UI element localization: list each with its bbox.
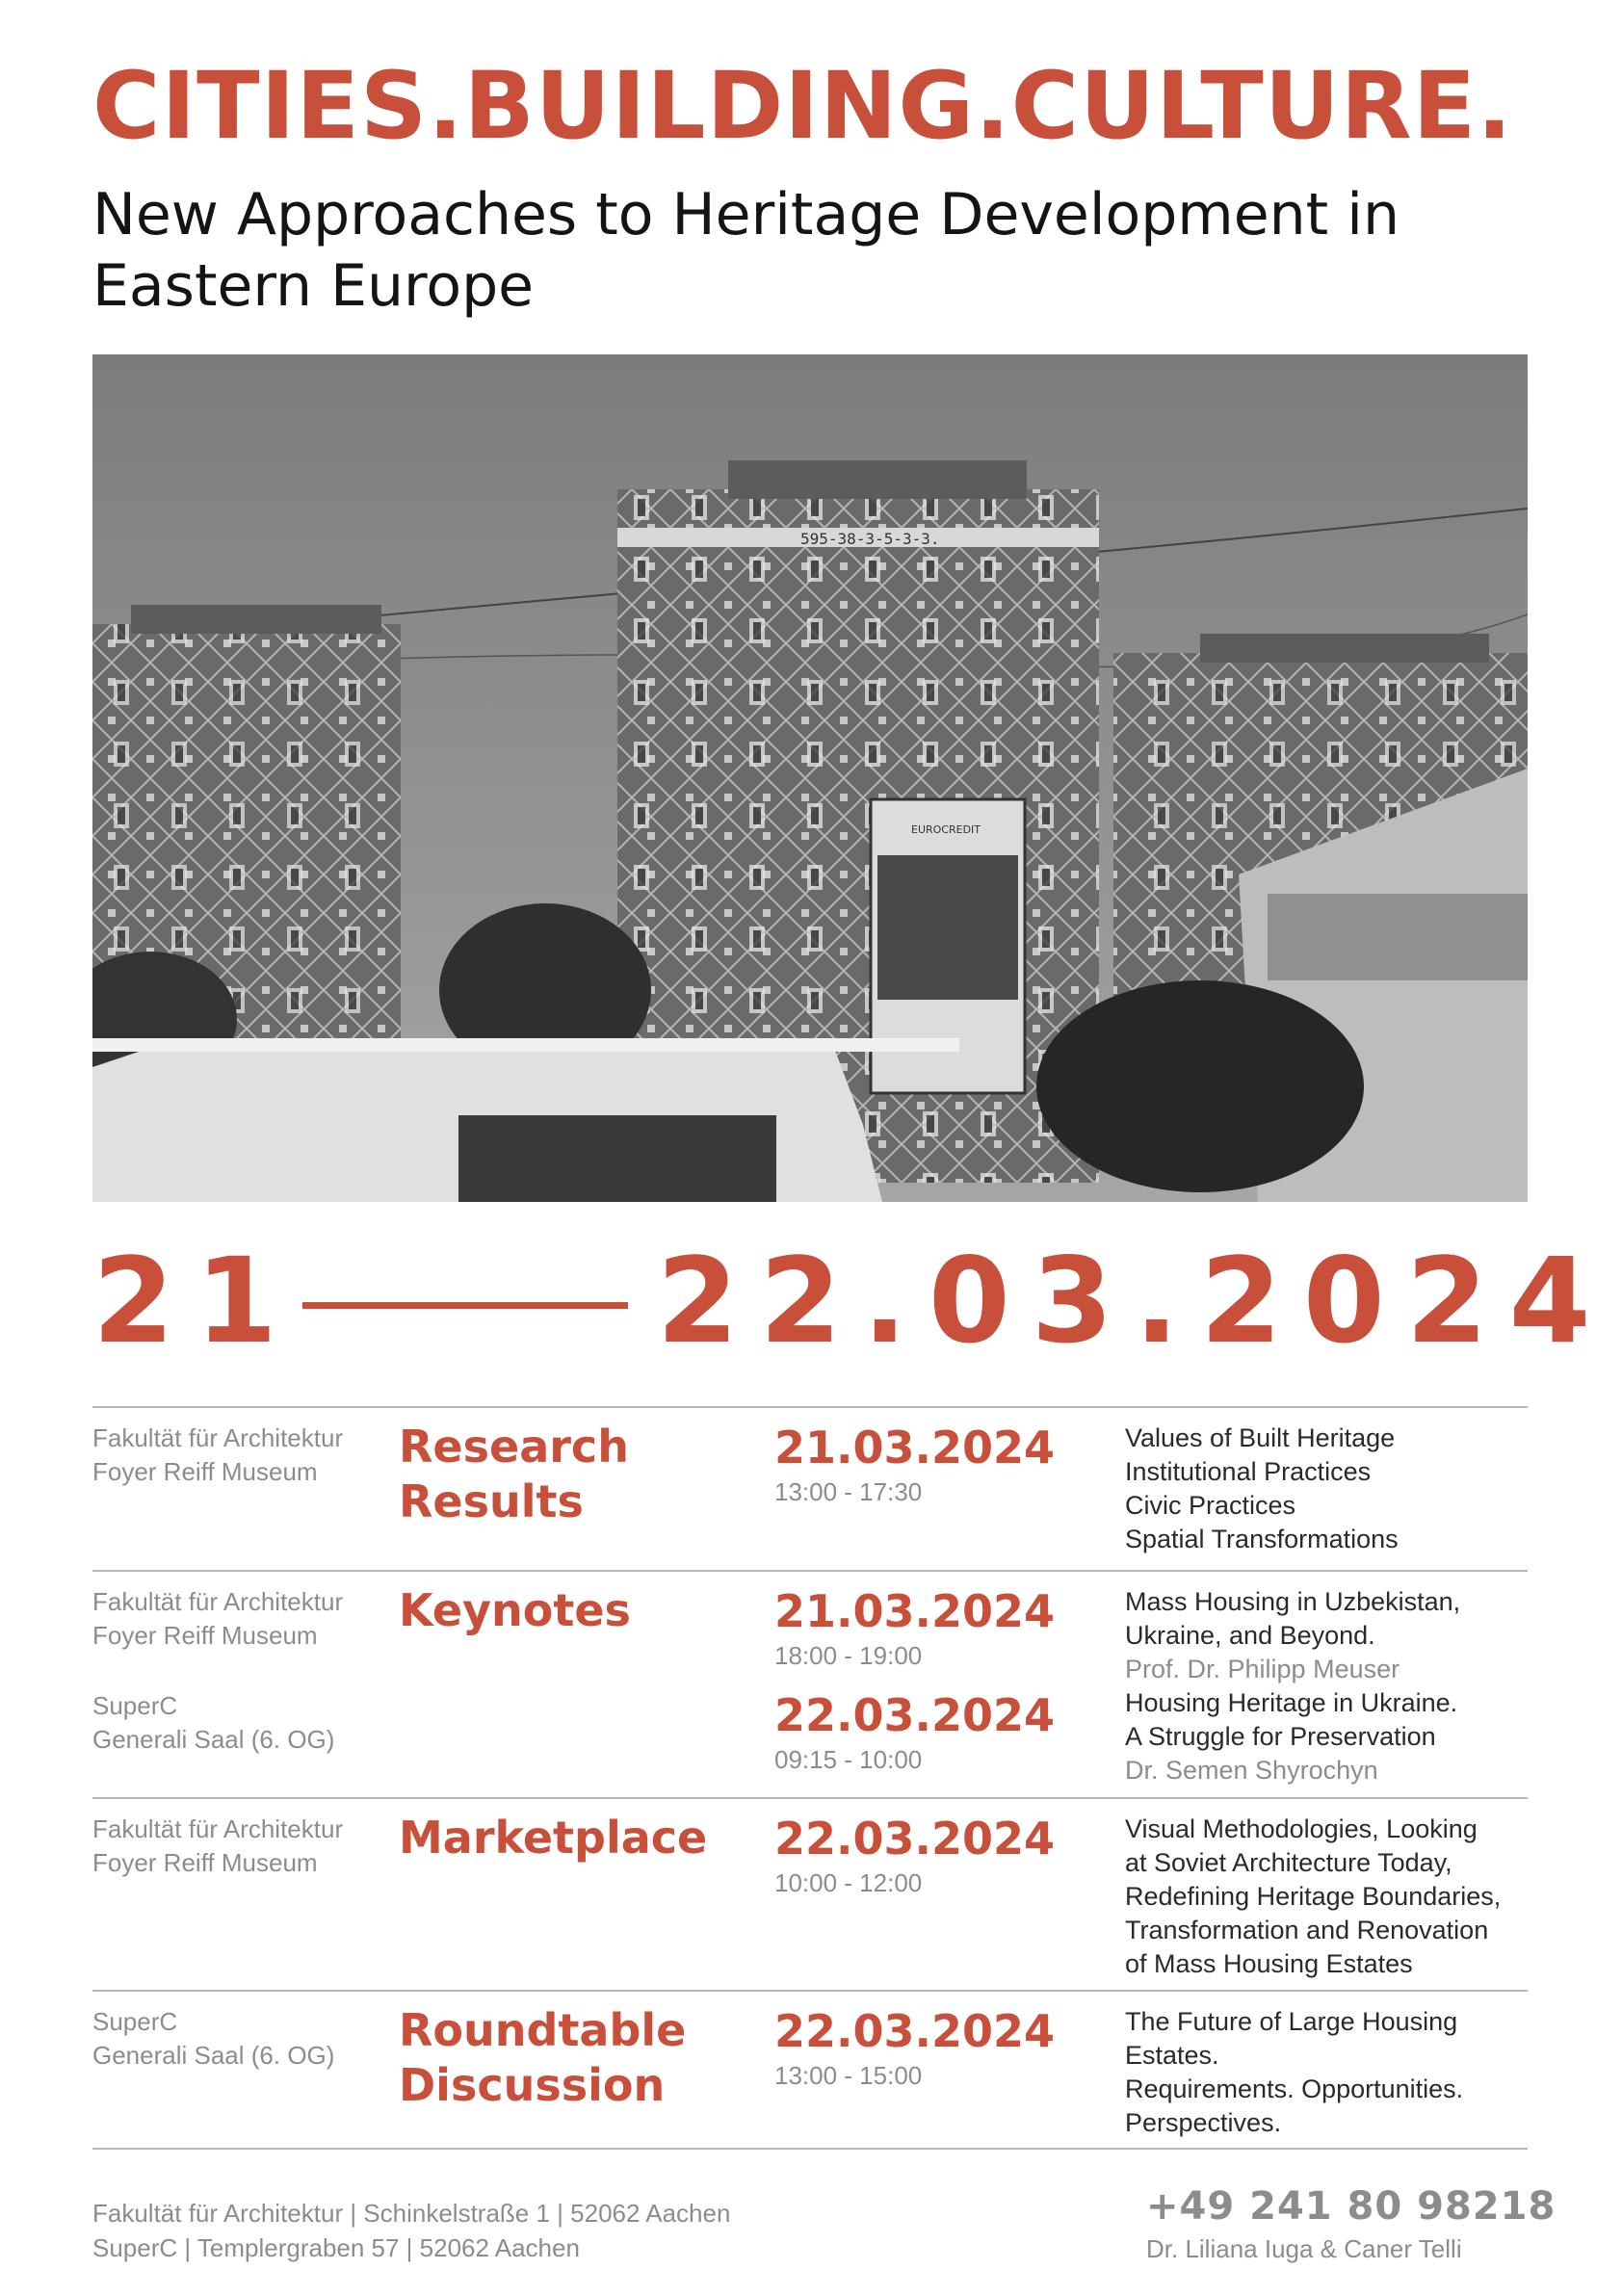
topic-line: Institutional Practices (1125, 1457, 1372, 1486)
session-location-2 (92, 1689, 381, 1757)
program-table (92, 1406, 1528, 2150)
topic-line: Redefining Heritage Boundaries, (1125, 1882, 1502, 1911)
billboard-brand: EUROCREDIT (911, 823, 981, 836)
session-title (399, 2003, 765, 2113)
session-time: 10:00 - 12:00 (774, 1868, 923, 1897)
session-title-line: Keynotes (399, 1584, 631, 1636)
session-title-line: Roundtable (399, 2004, 687, 2056)
topic-line: The Future of Large Housing (1125, 2007, 1458, 2036)
session-topics (1125, 1813, 1530, 1981)
session-time: 18:00 - 19:00 (774, 1641, 923, 1670)
speaker-name: Prof. Dr. Philipp Meuser (1125, 1655, 1400, 1683)
location-line: Generali Saal (6. OG) (92, 1725, 335, 1754)
session-location (92, 2005, 381, 2073)
session-date: 21.03.2024 (774, 1585, 1056, 1637)
topic-line: Requirements. Opportunities. (1125, 2074, 1464, 2103)
address-line: Fakultät für Architektur | Schinkelstraße 1 | 52062 Aachen (92, 2199, 731, 2228)
session-topics (1125, 1585, 1530, 1787)
session-topics (1125, 1422, 1530, 1556)
housing-blocks-photo (92, 354, 1528, 1202)
location-line: Foyer Reiff Museum (92, 1848, 318, 1877)
start-day: 21 (92, 1233, 299, 1370)
topic-line: Mass Housing in Uzbekistan, (1125, 1587, 1461, 1616)
end-date: 22.03.2024 (656, 1233, 1612, 1370)
session-topics (1125, 2005, 1530, 2140)
session-location (92, 1422, 381, 1489)
session-date: 22.03.2024 (774, 1813, 1056, 1865)
building-sign-text: 595-38-3-5-3-3. (800, 530, 940, 548)
location-line: Foyer Reiff Museum (92, 1457, 318, 1486)
subtitle-line: Eastern Europe (92, 252, 535, 320)
program-row-roundtable (92, 1990, 1528, 2150)
topic-line: A Struggle for Preservation (1125, 1722, 1436, 1751)
address-line: SuperC | Templergraben 57 | 52062 Aachen (92, 2233, 580, 2262)
topic-line: of Mass Housing Estates (1125, 1949, 1413, 1978)
photo-illustration (92, 354, 1528, 1202)
program-row-marketplace (92, 1797, 1528, 1990)
session-title-line: Research (399, 1421, 629, 1473)
location-line: SuperC (92, 2007, 178, 2036)
topic-line: Values of Built Heritage (1125, 1423, 1396, 1452)
topic-line: Estates. (1125, 2041, 1219, 2070)
location-line: Foyer Reiff Museum (92, 1621, 318, 1650)
topic-line: Visual Methodologies, Looking (1125, 1814, 1478, 1843)
poster-title: CITIES.BUILDING.CULTURE. (92, 52, 1513, 160)
session-date-2: 22.03.2024 (774, 1689, 1056, 1741)
topic-line: Spatial Transformations (1125, 1525, 1399, 1553)
topic-line: Perspectives. (1125, 2108, 1282, 2137)
event-date-range (92, 1233, 1612, 1370)
topic-line: Civic Practices (1125, 1491, 1296, 1520)
location-line: SuperC (92, 1691, 178, 1720)
contact-phone[interactable]: +49 241 80 98218 (1146, 2184, 1557, 2229)
session-title (399, 1811, 765, 1866)
speaker-name: Dr. Semen Shyrochyn (1125, 1756, 1378, 1785)
session-date: 21.03.2024 (774, 1422, 1056, 1474)
footer-addresses (92, 2196, 730, 2265)
topic-line: Housing Heritage in Ukraine. (1125, 1688, 1458, 1717)
session-location (92, 1585, 381, 1653)
session-time: 13:00 - 15:00 (774, 2061, 923, 2090)
location-line: Fakultät für Architektur (92, 1814, 344, 1843)
session-time: 13:00 - 17:30 (774, 1477, 923, 1506)
date-range-dash (302, 1302, 628, 1309)
session-title (399, 1583, 765, 1638)
topic-line: Ukraine, and Beyond. (1125, 1621, 1375, 1650)
contact-names: Dr. Liliana Iuga & Caner Telli (1146, 2234, 1462, 2263)
subtitle-line: New Approaches to Heritage Development in (92, 181, 1400, 248)
session-date: 22.03.2024 (774, 2005, 1056, 2057)
location-line: Fakultät für Architektur (92, 1423, 344, 1452)
location-line: Fakultät für Architektur (92, 1587, 344, 1616)
topic-line: at Soviet Architecture Today, (1125, 1848, 1452, 1877)
session-time-2: 09:15 - 10:00 (774, 1745, 923, 1774)
poster-subtitle (92, 179, 1460, 322)
location-line: Generali Saal (6. OG) (92, 2041, 335, 2070)
program-row-research (92, 1406, 1528, 1570)
program-row-keynotes (92, 1570, 1528, 1797)
session-title-line: Marketplace (399, 1812, 708, 1864)
session-title-line: Results (399, 1475, 584, 1527)
session-title (399, 1420, 765, 1529)
session-title-line: Discussion (399, 2059, 666, 2111)
session-location (92, 1813, 381, 1880)
topic-line: Transformation and Renovation (1125, 1916, 1489, 1944)
